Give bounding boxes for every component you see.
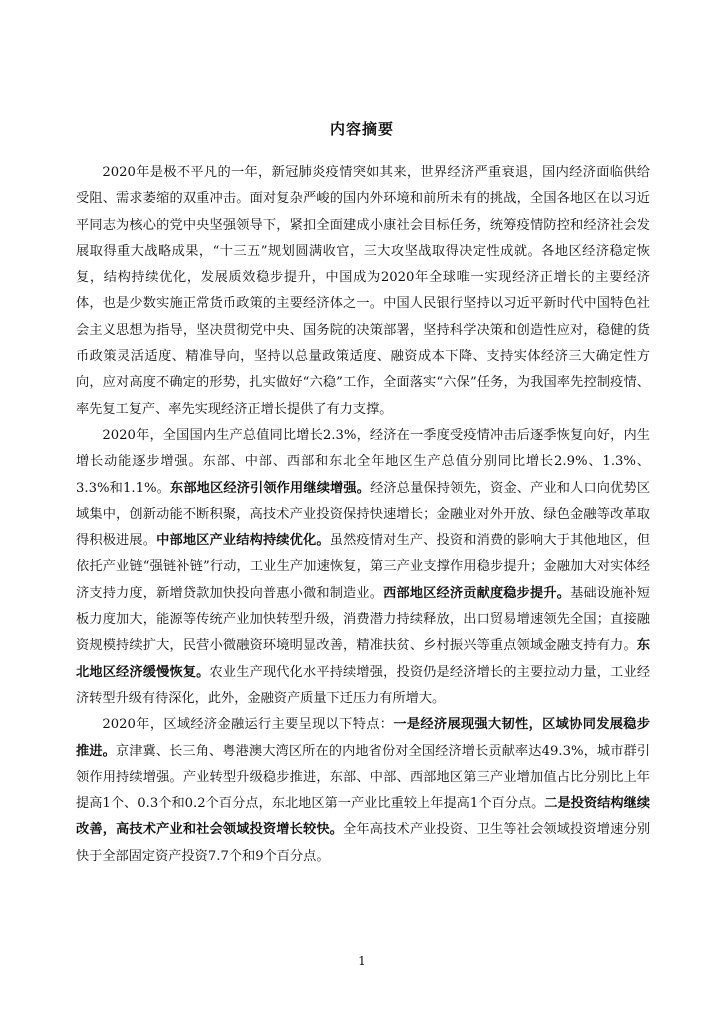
page-title: 内容摘要 — [329, 120, 394, 138]
bold-point-one: 一是经济展现强大韧性，区域协同发展稳步推进。 — [76, 717, 651, 759]
bold-heading-east: 东部地区经济引领作用继续增强。 — [169, 480, 371, 496]
document-body — [76, 160, 650, 870]
text-run: 虽然疫情对生产、投资和消费的影响大于其他地区，但依托产业链“强链补链”行动，工业生产加速恢复，第三产业支撑作用稳步提升；金融加大对实体经济支持力度，新增贷款加快投向普惠小微和制造业。 — [76, 533, 651, 601]
bold-heading-northeast: 东北地区经济缓慢恢复。 — [76, 638, 650, 680]
paragraph-1 — [76, 160, 650, 423]
bold-heading-central: 中部地区产业结构持续优化。 — [156, 533, 330, 549]
text-run: 全年高技术产业投资、卫生等社会领域投资增速分别快于全部固定资产投资7.7个和9个百分点。 — [76, 822, 651, 864]
text-run: 基础设施补短板力度加大，能源等传统产业加快转型升级，消费潜力持续释放，出口贸易增速领先全国；直接融资规模持续扩大，民营小微融资环境明显改善，精准扶贫、乡村振兴等重点领域金融支持有力。 — [76, 585, 651, 654]
bold-point-two: 二是投资结构继续改善，高技术产业和社会领域投资增长较快。 — [76, 796, 651, 838]
paragraph-2 — [76, 423, 650, 712]
text-run: 2020年，全国国内生产总值同比增长2.3%，经济在一季度受疫情冲击后逐季恢复向好，内生增长动能逐步增强。东部、中部、西部和东北全年地区生产总值分别同比增长2.9%、1.3%、3.3%和1.1%。 — [76, 427, 650, 496]
text-run: 经济总量保持领先，资金、产业和人口向优势区域集中，创新动能不断积聚，高技术产业投资保持快速增长；金融业对外开放、绿色金融等改革取得积极进展。 — [76, 480, 651, 549]
text-run: 2020年，区域经济金融运行主要呈现以下特点： — [102, 717, 394, 733]
text-run: 2020年是极不平凡的一年，新冠肺炎疫情突如其来，世界经济严重衰退，国内经济面临供给受阻、需求萎缩的双重冲击。面对复杂严峻的国内外环境和前所未有的挑战，全国各地区在以习近平同志为核心的党中央坚强领导下，紧扣全面建成小康社会目标任务，统筹疫情防控和经济社会发展取得重大战略成果，“十三五”规划圆满收官，三大攻坚战取得决定性成就。各地区经济稳定恢复，结构持续优化，发展质效稳步提升，中国成为2020年全球唯一实现经济正增长的主要经济体，也是少数实施正常货币政策的主要经济体之一。中国人民银行坚持以习近平新时代中国特色社会主义思想为指导，坚决贯彻党中央、国务院的决策部署，坚持科学决策和创造性应对，稳健的货币政策灵活适度、精准导向，坚持以总量政策适度、融资成本下降、支持实体经济三大确定性方向，应对高度不确定的形势，扎实做好“六稳”工作，全面落实“六保”任务，为我国率先控制疫情、率先复工复产、率先实现经济正增长提供了有力支撑。 — [76, 165, 650, 417]
paragraph-3 — [76, 712, 650, 870]
text-run: 农业生产现代化水平持续增强，投资仍是经济增长的主要拉动力量，工业经济转型升级有待深化，此外，金融资产质量下迁压力有所增大。 — [76, 664, 651, 706]
text-run: 京津冀、长三角、粤港澳大湾区所在的内地省份对全国经济增长贡献率达49.3%，城市群引领作用持续增强。产业转型升级稳步推进，东部、中部、西部地区第三产业增加值占比分别比上年提高1个、0.3个和0.2个百分点，东北地区第一产业比重较上年提高1个百分点。 — [76, 743, 651, 812]
page-number: 1 — [358, 954, 366, 968]
bold-heading-west: 西部地区经济贡献度稳步提升。 — [383, 585, 571, 601]
